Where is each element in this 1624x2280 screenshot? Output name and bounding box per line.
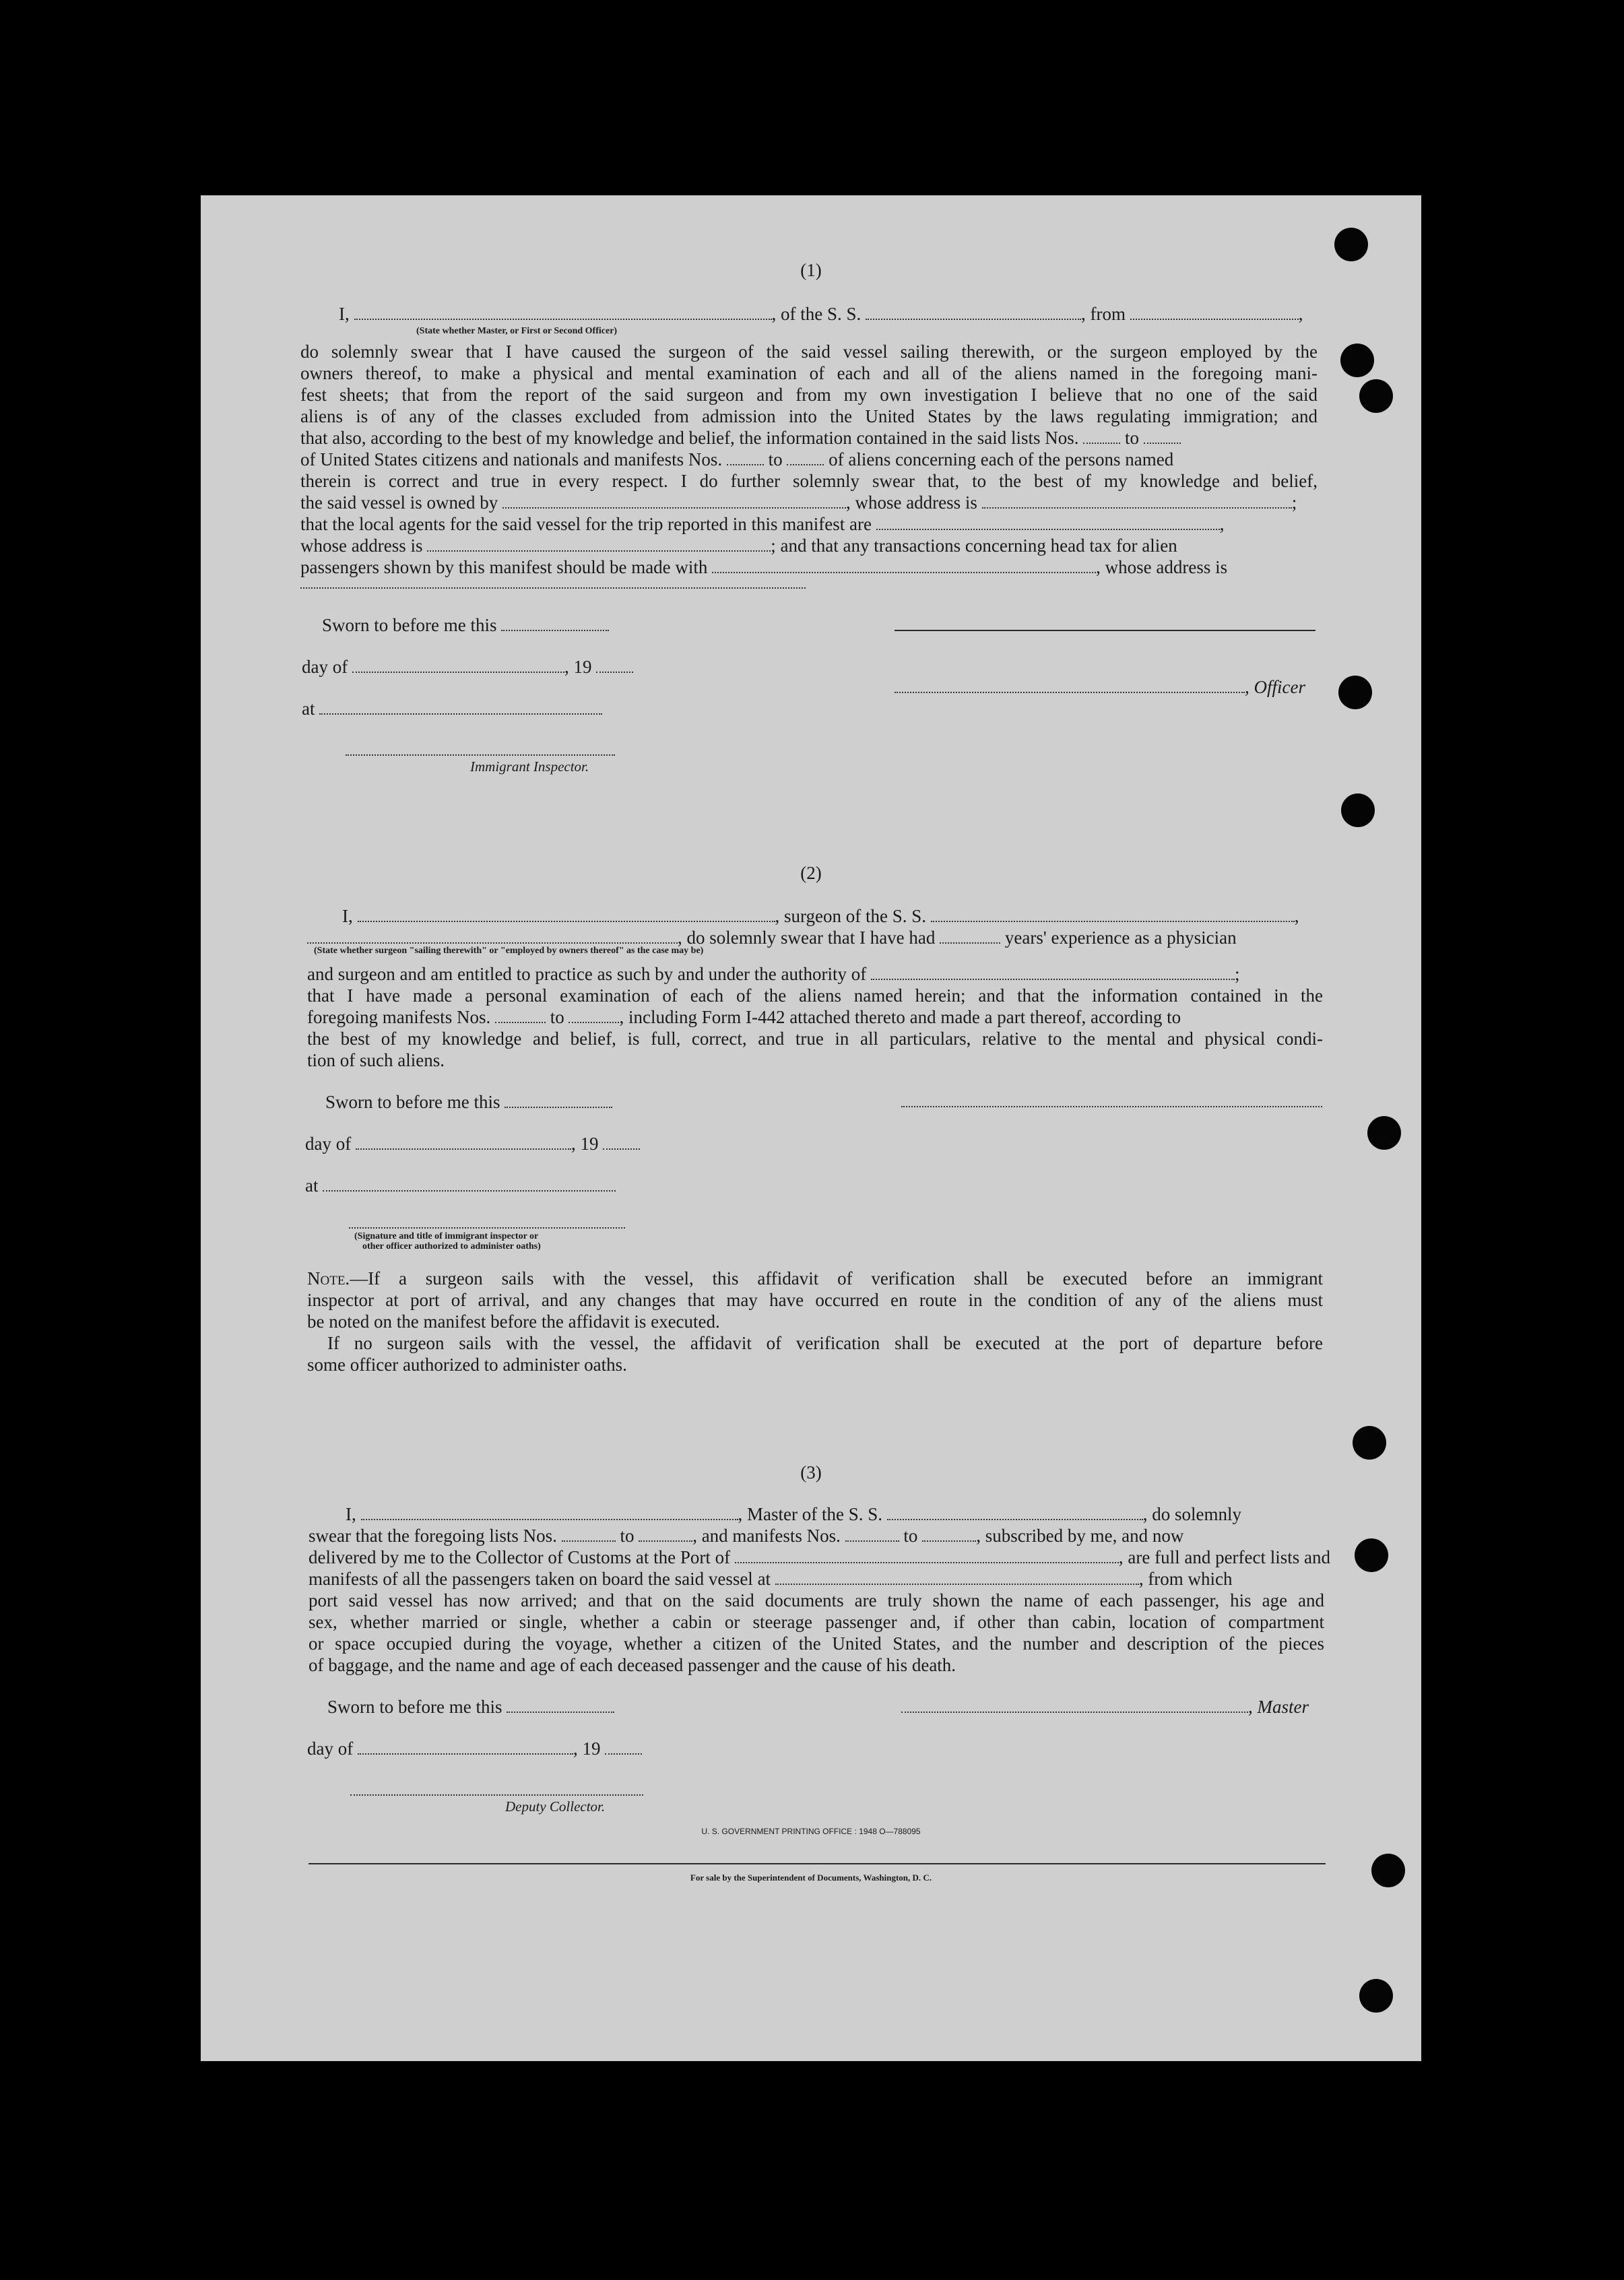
binder-hole bbox=[1359, 1979, 1393, 2013]
s3-lists-from-blank[interactable] bbox=[562, 1528, 616, 1542]
s3-collector-signature-line[interactable] bbox=[350, 1794, 643, 1796]
s2-line-3: and surgeon and am entitled to practice as such by and under the authority of ; bbox=[307, 964, 1240, 984]
binder-hole bbox=[1338, 676, 1372, 709]
s1-line-1: I, , of the S. S. , from , bbox=[339, 304, 1303, 324]
sale-notice: For sale by the Superintendent of Documents, Washington, D. C. bbox=[690, 1872, 932, 1883]
binder-hole bbox=[1359, 379, 1393, 413]
s3-line-7: or space occupied during the voyage, whether a citizen of the United States, and the number and description of the pieces bbox=[308, 1633, 1324, 1654]
s3-sworn-day-blank[interactable] bbox=[507, 1699, 614, 1713]
s1-line-6: that also, according to the best of my knowledge and belief, the information contained in the said lists Nos. to bbox=[300, 427, 1181, 449]
owner-blank[interactable] bbox=[502, 495, 846, 509]
s2-line-7: tion of such aliens. bbox=[307, 1050, 445, 1070]
s3-sworn: Sworn to before me this bbox=[327, 1696, 614, 1718]
s2-line-5: foregoing manifests Nos. to , including Form I-442 attached thereto and made a part thereof, according to bbox=[307, 1007, 1181, 1027]
owner-address-blank[interactable] bbox=[982, 495, 1292, 509]
s2-line-1: I, , surgeon of the S. S. , bbox=[342, 906, 1299, 926]
s2-sig-caption-1: (Signature and title of immigrant inspector or bbox=[354, 1231, 539, 1241]
s1-line-12: passengers shown by this manifest should be made with , whose address is bbox=[300, 557, 1228, 577]
s1-line-3: owners thereof, to make a physical and mental examination of each and all of the aliens named in the foregoing mani- bbox=[300, 363, 1318, 383]
s1-year-blank[interactable] bbox=[596, 659, 633, 673]
s2-vessel-blank[interactable] bbox=[931, 909, 1295, 922]
binder-hole bbox=[1371, 1854, 1405, 1887]
s3-manifests-to-blank[interactable] bbox=[922, 1528, 976, 1542]
s3-year-blank[interactable] bbox=[605, 1741, 642, 1755]
agents-address-blank[interactable] bbox=[427, 538, 771, 552]
surgeon-name-blank[interactable] bbox=[358, 909, 775, 922]
s1-officer-line: , Officer bbox=[895, 676, 1305, 698]
s3-master-signature-blank[interactable] bbox=[901, 1699, 1248, 1713]
s1-day-of: day of , 19 bbox=[302, 656, 633, 678]
head-tax-address-blank[interactable] bbox=[300, 587, 806, 589]
s2-place-blank[interactable] bbox=[323, 1178, 616, 1192]
departure-port-blank[interactable] bbox=[775, 1571, 1139, 1585]
s2-at: at bbox=[305, 1175, 616, 1196]
s2-manifests-to-blank[interactable] bbox=[569, 1010, 619, 1023]
surgeon-type-blank[interactable] bbox=[307, 930, 678, 944]
s3-month-blank[interactable] bbox=[358, 1741, 573, 1755]
manifests-from-blank[interactable] bbox=[727, 452, 764, 465]
authority-blank[interactable] bbox=[871, 967, 1235, 980]
s1-at: at bbox=[302, 698, 602, 719]
s2-note-line-1: Note. —If a surgeon sails with the vessel, this affidavit of verification shall be executed before an immigrant bbox=[307, 1268, 1323, 1289]
from-port-blank[interactable] bbox=[1130, 306, 1299, 320]
years-experience-blank[interactable] bbox=[940, 930, 1000, 944]
s1-line-11: whose address is ; and that any transactions concerning head tax for alien bbox=[300, 535, 1177, 556]
s3-day-of: day of , 19 bbox=[307, 1738, 642, 1759]
s2-month-blank[interactable] bbox=[356, 1136, 571, 1150]
binder-hole bbox=[1367, 1116, 1401, 1150]
s1-line-10: that the local agents for the said vessel for the trip reported in this manifest are , bbox=[300, 514, 1225, 534]
section-1-number: (1) bbox=[800, 260, 822, 280]
binder-hole bbox=[1334, 228, 1368, 261]
s3-line-4: manifests of all the passengers taken on board the said vessel at , from which bbox=[308, 1569, 1233, 1589]
s1-sworn: Sworn to before me this bbox=[322, 614, 609, 636]
gpo-imprint: U. S. GOVERNMENT PRINTING OFFICE : 1948 O—788095 bbox=[701, 1827, 921, 1836]
s2-year-blank[interactable] bbox=[603, 1136, 640, 1150]
s2-note-line-2: inspector at port of arrival, and any changes that may have occurred en route in the condition of any of the aliens must bbox=[307, 1290, 1323, 1310]
s2-signature-line[interactable] bbox=[901, 1106, 1322, 1107]
s3-vessel-blank[interactable] bbox=[887, 1507, 1143, 1520]
vessel-name-blank[interactable] bbox=[866, 306, 1081, 320]
s1-inspector-label: Immigrant Inspector. bbox=[470, 758, 589, 775]
s1-line-9: the said vessel is owned by , whose address is ; bbox=[300, 492, 1297, 513]
local-agents-blank[interactable] bbox=[876, 517, 1220, 530]
footer-rule bbox=[308, 1863, 1326, 1864]
binder-hole bbox=[1341, 793, 1375, 827]
s3-line-2: swear that the foregoing lists Nos. to , and manifests Nos. to , subscribed by me, and now bbox=[308, 1526, 1184, 1546]
s1-line-5: aliens is of any of the classes excluded from admission into the United States by the laws regulating immigration; and bbox=[300, 406, 1318, 426]
s3-master-line: , Master bbox=[901, 1696, 1309, 1718]
s1-month-blank[interactable] bbox=[352, 659, 564, 673]
port-blank[interactable] bbox=[735, 1550, 1119, 1563]
s3-line-6: sex, whether married or single, whether a cabin or steerage passenger and, if other than cabin, location of compartment bbox=[308, 1612, 1324, 1632]
s3-collector-label: Deputy Collector. bbox=[505, 1798, 606, 1815]
s1-inspector-signature-line[interactable] bbox=[346, 754, 615, 756]
s2-inspector-signature-line[interactable] bbox=[349, 1227, 625, 1229]
s1-sworn-day-blank[interactable] bbox=[501, 618, 609, 631]
s2-note-line-3: be noted on the manifest before the affidavit is executed. bbox=[307, 1311, 720, 1332]
s3-line-5: port said vessel has now arrived; and that on the said documents are truly shown the name of each passenger, his age and bbox=[308, 1590, 1324, 1610]
lists-to-blank[interactable] bbox=[1144, 430, 1181, 444]
s2-note2-line-2: some officer authorized to administer oaths. bbox=[307, 1355, 627, 1375]
s1-caption: (State whether Master, or First or Second Officer) bbox=[416, 326, 618, 336]
section-2-number: (2) bbox=[800, 863, 822, 883]
manifests-to-blank[interactable] bbox=[787, 452, 824, 465]
s2-line-2: , do solemnly swear that I have had years' experience as a physician bbox=[307, 927, 1237, 948]
s2-day-of: day of , 19 bbox=[305, 1133, 640, 1154]
head-tax-party-blank[interactable] bbox=[712, 560, 1096, 573]
s2-line-6: the best of my knowledge and belief, is full, correct, and true in all particulars, relative to the mental and physical condi- bbox=[307, 1029, 1323, 1049]
s3-lists-to-blank[interactable] bbox=[639, 1528, 692, 1542]
s3-line-1: I, , Master of the S. S. , do solemnly bbox=[346, 1504, 1241, 1524]
officer-rank-blank[interactable] bbox=[354, 306, 772, 320]
s1-signature-line[interactable] bbox=[895, 630, 1316, 631]
s1-line-4: fest sheets; that from the report of the said surgeon and from my own investigation I believe that no one of the said bbox=[300, 385, 1318, 405]
s2-note2-line-1: If no surgeon sails with the vessel, the affidavit of verification shall be executed at the port of departure before bbox=[327, 1333, 1323, 1353]
s2-sworn-day-blank[interactable] bbox=[505, 1095, 612, 1108]
s2-caption: (State whether surgeon "sailing therewith" or "employed by owners thereof" as the case may be) bbox=[314, 946, 704, 956]
s3-manifests-from-blank[interactable] bbox=[845, 1528, 899, 1542]
binder-hole bbox=[1353, 1426, 1386, 1460]
master-name-blank[interactable] bbox=[361, 1507, 738, 1520]
s1-place-blank[interactable] bbox=[319, 701, 602, 715]
s3-line-8: of baggage, and the name and age of each deceased passenger and the cause of his death. bbox=[308, 1655, 956, 1675]
s2-line-4: that I have made a personal examination of each of the aliens named herein; and that the information contained in the bbox=[307, 985, 1323, 1006]
s2-sworn: Sworn to before me this bbox=[325, 1091, 612, 1113]
s1-line-7: of United States citizens and nationals and manifests Nos. to of aliens concerning each of the persons named bbox=[300, 449, 1174, 469]
s1-line-8: therein is correct and true in every respect. I do further solemnly swear that, to the best of my knowledge and belief, bbox=[300, 471, 1318, 491]
s2-manifests-from-blank[interactable] bbox=[495, 1010, 546, 1023]
form-page bbox=[201, 195, 1421, 2061]
s2-sig-caption-2: other officer authorized to administer oaths) bbox=[362, 1241, 541, 1251]
binder-hole bbox=[1355, 1538, 1388, 1572]
binder-hole bbox=[1340, 344, 1374, 377]
s1-line-2: do solemnly swear that I have caused the surgeon of the said vessel sailing therewith, or the surgeon employed by the bbox=[300, 341, 1318, 362]
s3-line-3: delivered by me to the Collector of Customs at the Port of , are full and perfect lists and bbox=[308, 1547, 1331, 1567]
s1-officer-signature-blank[interactable] bbox=[895, 680, 1245, 693]
lists-from-blank[interactable] bbox=[1083, 430, 1120, 444]
section-3-number: (3) bbox=[800, 1462, 822, 1483]
